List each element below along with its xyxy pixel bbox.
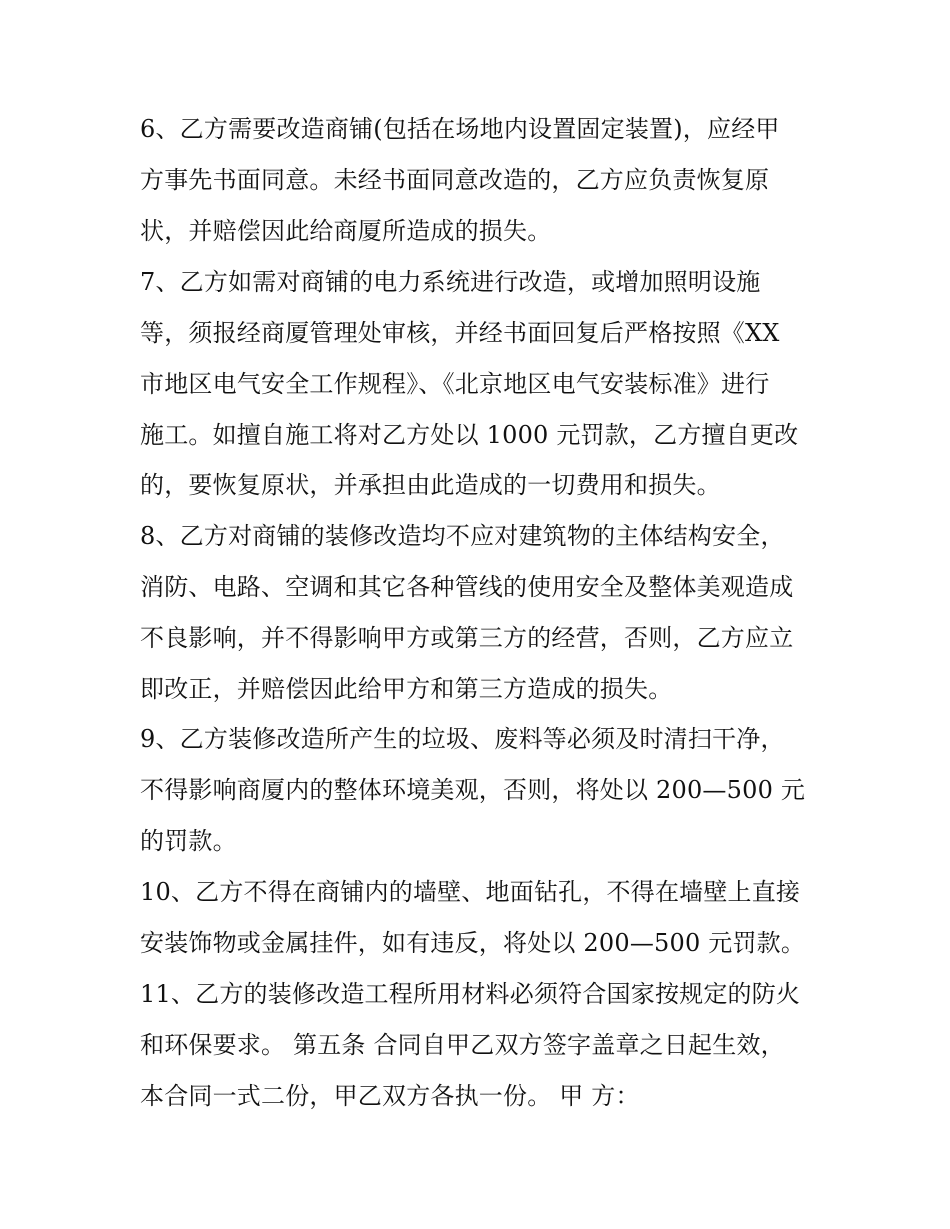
text-line: 的，要恢复原状，并承担由此造成的一切费用和损失。 (140, 471, 721, 499)
text-line: 消防、电路、空调和其它各种管线的使用安全及整体美观造成 (140, 573, 794, 601)
text-line: 等，须报经商厦管理处审核，并经书面回复后严格按照《XX (140, 319, 780, 347)
text-line: 8、乙方对商铺的装修改造均不应对建筑物的主体结构安全， (140, 522, 785, 550)
text-line: 市地区电气安全工作规程》、《北京地区电气安装标准》进行 (140, 370, 770, 398)
text-line: 9、乙方装修改造所产生的垃圾、废料等必须及时清扫干净， (140, 725, 785, 753)
text-line: 和环保要求。 第五条 合同自甲乙双方签字盖章之日起生效， (140, 1031, 785, 1059)
text-line: 方事先书面同意。未经书面同意改造的，乙方应负责恢复原 (140, 166, 770, 194)
text-line: 状，并赔偿因此给商厦所造成的损失。 (140, 217, 552, 245)
text-line: 7、乙方如需对商铺的电力系统进行改造，或增加照明设施 (140, 268, 761, 296)
text-line: 不得影响商厦内的整体环境美观，否则，将处以 200—500 元 (140, 776, 806, 804)
text-line: 安装饰物或金属挂件，如有违反，将处以 200—500 元罚款。 (140, 929, 806, 957)
text-line: 6、乙方需要改造商铺(包括在场地内设置固定装置)，应经甲 (140, 115, 780, 143)
text-line: 即改正，并赔偿因此给甲方和第三方造成的损失。 (140, 675, 673, 703)
text-line: 的罚款。 (140, 827, 237, 855)
text-line: 本合同一式二份，甲乙双方各执一份。 甲 方： (140, 1082, 640, 1110)
text-line: 施工。如擅自施工将对乙方处以 1000 元罚款，乙方擅自更改 (140, 421, 799, 449)
text-line: 10、乙方不得在商铺内的墙壁、地面钻孔，不得在墙壁上直接 (140, 878, 801, 906)
text-line: 不良影响，并不得影响甲方或第三方的经营，否则，乙方应立 (140, 624, 794, 652)
text-line: 11、乙方的装修改造工程所用材料必须符合国家按规定的防火 (140, 980, 801, 1008)
